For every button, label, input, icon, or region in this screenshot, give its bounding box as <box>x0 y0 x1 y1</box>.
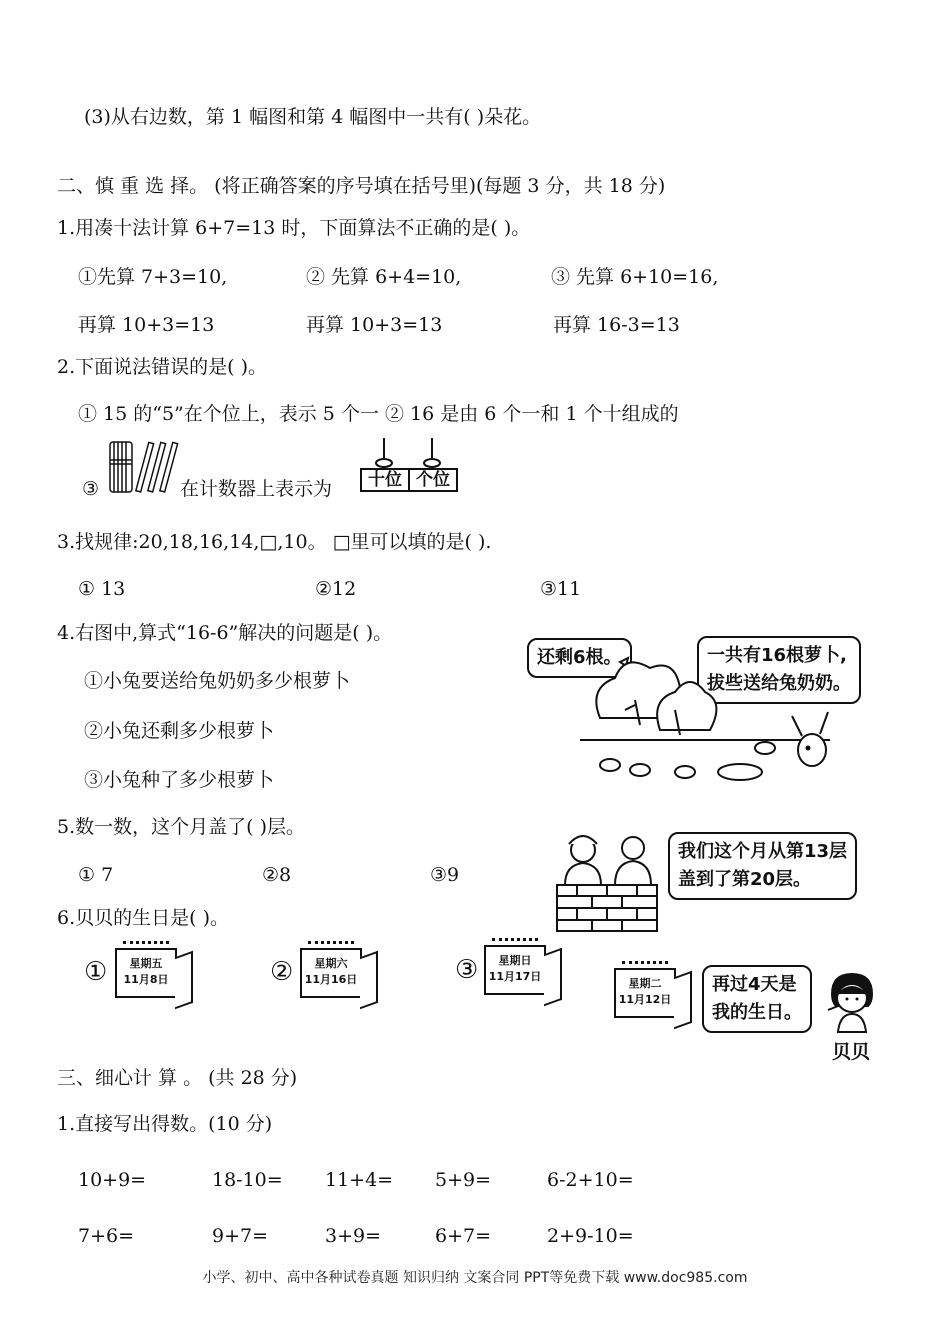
calendar-1 <box>115 948 177 998</box>
q3-stem: 3.找规律:20,18,16,14,□,10。 □里可以填的是( ). <box>57 531 492 553</box>
calendar-4 <box>614 968 676 1018</box>
workers-bubble-line-2: 盖到了第20层。 <box>678 869 812 890</box>
q1-stem: 1.用凑十法计算 6+7=13 时，下面算法不正确的是( )。 <box>57 217 531 239</box>
calendar-2-label: ② <box>270 957 294 987</box>
q1-option-2-line2: 再算 10+3=13 <box>306 314 443 336</box>
calc-row1-item3: 11+4= <box>325 1169 394 1191</box>
calendar-3 <box>484 945 546 995</box>
q2-options-line: ① 15 的“5”在个位上，表示 5 个一 ② 16 是由 6 个一和 1 个十组成的 <box>78 403 679 425</box>
q6-stem: 6.贝贝的生日是( )。 <box>57 907 229 929</box>
calc-row2-item5: 2+9-10= <box>547 1225 634 1247</box>
calc-row1-item1: 10+9= <box>78 1169 147 1191</box>
calc-row1-item5: 6-2+10= <box>547 1169 634 1191</box>
bubble-right-line-1: 一共有16根萝卜, <box>707 645 847 666</box>
girl-name: 贝贝 <box>832 1041 871 1063</box>
calendar-1-label: ① <box>84 957 108 987</box>
calc-row2-item1: 7+6= <box>78 1225 135 1247</box>
workers-bubble-line-1: 我们这个月从第13层 <box>678 841 848 862</box>
workers-brick-wall-illustration <box>555 830 665 935</box>
q5-stem: 5.数一数，这个月盖了( )层。 <box>57 816 305 838</box>
rabbit-garden-illustration <box>580 640 830 785</box>
section3-q1-stem: 1.直接写出得数。(10 分) <box>57 1113 273 1135</box>
abacus-ones-label: 个位 <box>416 470 450 490</box>
q4-option-3: ③小兔种了多少根萝卜 <box>84 769 275 791</box>
calendar-2-day: 星期六 <box>314 957 348 970</box>
q1-option-1-line1: ①先算 7+3=10, <box>78 266 228 288</box>
q4-option-2: ②小兔还剩多少根萝卜 <box>84 720 275 742</box>
section3-heading: 三、细心计 算 。 (共 28 分) <box>57 1067 298 1089</box>
calc-row1-item2: 18-10= <box>212 1169 283 1191</box>
q2-stem: 2.下面说法错误的是( )。 <box>57 356 267 378</box>
calendar-1-date: 11月8日 <box>123 973 169 986</box>
girl-bubble-line-2: 我的生日。 <box>712 1002 802 1023</box>
q1-option-1-line2: 再算 10+3=13 <box>78 314 215 336</box>
page-footer: 小学、初中、高中各种试卷真题 知识归纳 文案合同 PPT等免费下载 www.doc985.com <box>202 1270 748 1286</box>
calc-row1-item4: 5+9= <box>435 1169 492 1191</box>
workers-speech-bubble <box>668 832 857 900</box>
q4-option-1: ①小兔要送给兔奶奶多少根萝卜 <box>84 670 351 692</box>
girl-beibei-illustration <box>822 972 882 1034</box>
q5-option-3: ③9 <box>430 864 460 886</box>
speech-bubble-left: 还剩6根。 <box>527 638 632 678</box>
q2-option-3-text: 在计数器上表示为 <box>180 478 333 500</box>
abacus-tens-label: 十位 <box>362 470 410 490</box>
q5-option-1: ① 7 <box>78 864 114 886</box>
part1-question-3: (3)从右边数，第 1 幅图和第 4 幅图中一共有( )朵花。 <box>84 106 542 128</box>
q1-option-3-line1: ③ 先算 6+10=16, <box>551 266 719 288</box>
abacus-counter <box>360 436 458 494</box>
calc-row2-item2: 9+7= <box>212 1225 269 1247</box>
calendar-2-date: 11月16日 <box>304 973 358 986</box>
q1-option-3-line2: 再算 16-3=13 <box>553 314 680 336</box>
q3-option-1: ① 13 <box>78 578 126 600</box>
calendar-4-date: 11月12日 <box>618 993 672 1006</box>
q3-option-2: ②12 <box>315 578 357 600</box>
q2-option-3-label: ③ <box>82 478 100 500</box>
q3-option-3: ③11 <box>540 578 582 600</box>
calendar-3-label: ③ <box>455 955 479 985</box>
q1-option-2-line1: ② 先算 6+4=10, <box>306 266 462 288</box>
calendar-4-day: 星期二 <box>628 977 662 990</box>
section2-heading: 二、慎 重 选 择。 (将正确答案的序号填在括号里)(每题 3 分，共 18 分) <box>57 175 666 197</box>
calendar-1-day: 星期五 <box>129 957 163 970</box>
calc-row2-item4: 6+7= <box>435 1225 492 1247</box>
q5-option-2: ②8 <box>262 864 292 886</box>
q4-stem: 4.右图中,算式“16-6”解决的问题是( )。 <box>57 622 393 644</box>
bubble-right-line-2: 拔些送给兔奶奶。 <box>707 673 851 694</box>
bundle-of-sticks-illustration <box>104 438 184 498</box>
calendar-3-day: 星期日 <box>498 954 532 967</box>
calendar-3-date: 11月17日 <box>488 970 542 983</box>
calendar-2 <box>300 948 362 998</box>
girl-speech-bubble <box>702 965 812 1033</box>
calc-row2-item3: 3+9= <box>325 1225 382 1247</box>
girl-bubble-line-1: 再过4天是 <box>712 974 797 995</box>
